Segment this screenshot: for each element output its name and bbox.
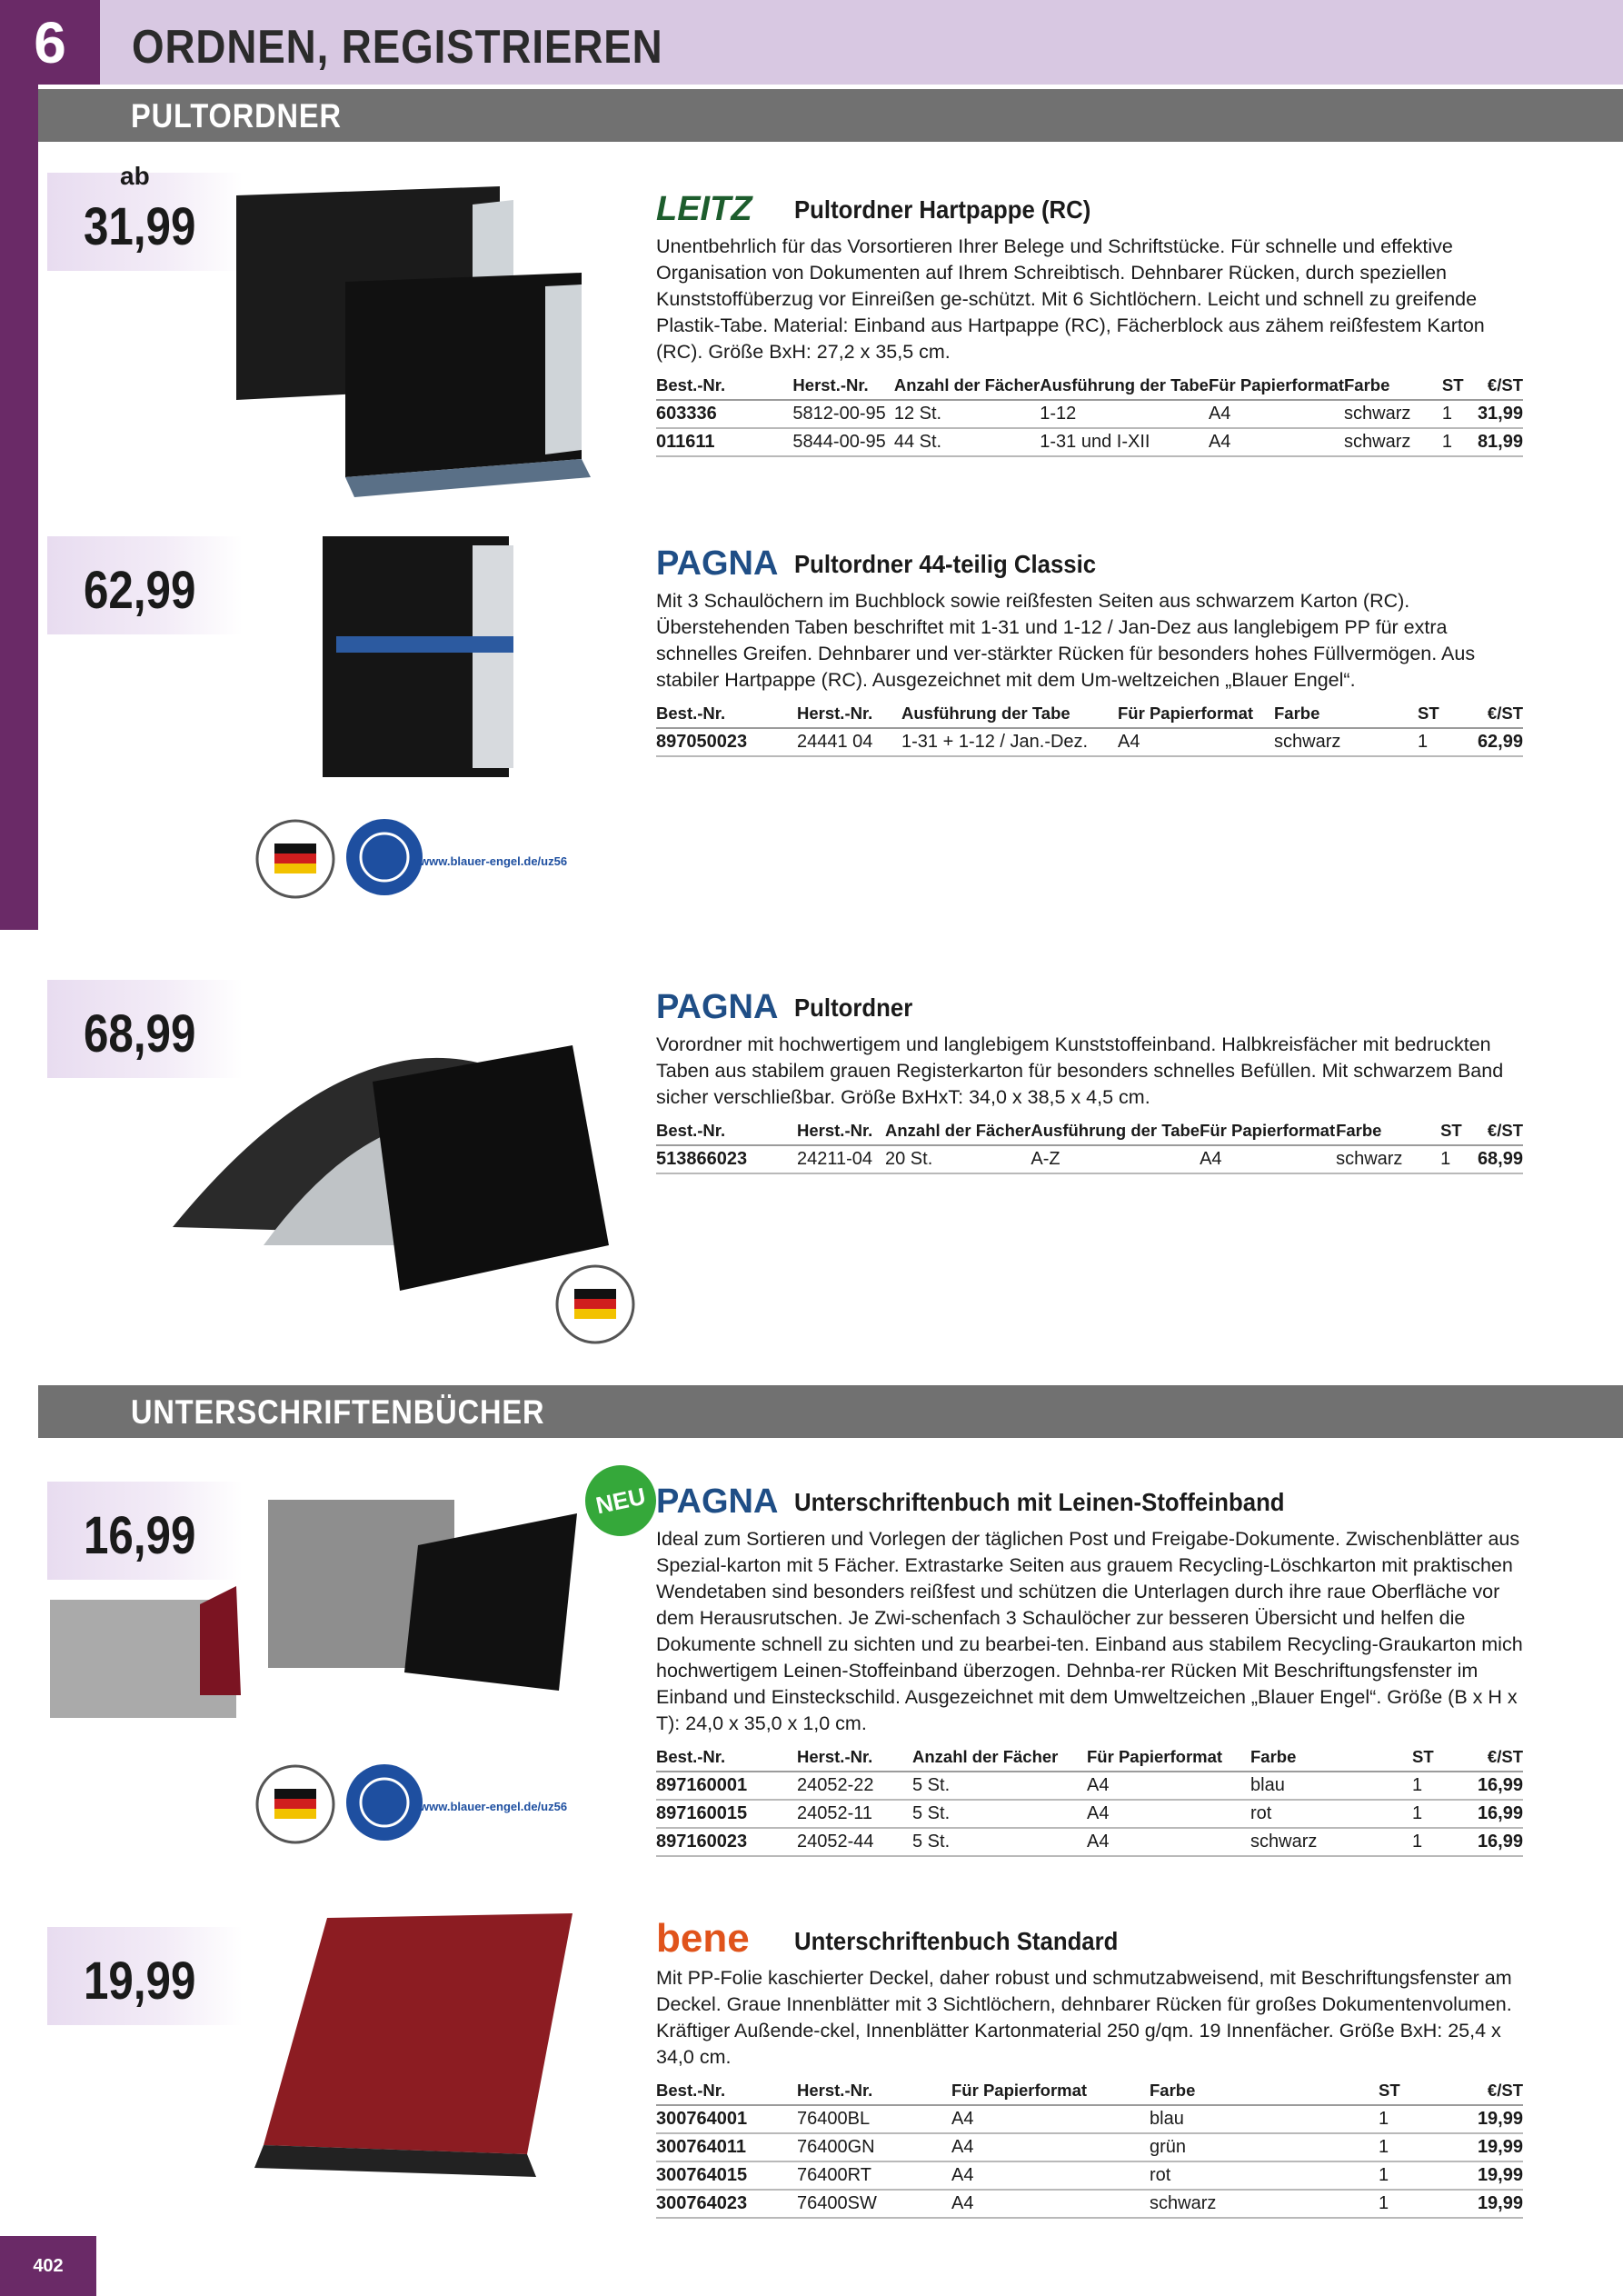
product-title: Unterschriftenbuch Standard bbox=[794, 1927, 1119, 1955]
column-header: Für Papierformat bbox=[1118, 701, 1274, 728]
table-row bbox=[656, 1145, 1523, 1173]
column-header: Für Papierformat bbox=[1200, 1118, 1336, 1145]
product-block bbox=[656, 186, 1523, 457]
cell: 5 St. bbox=[912, 1828, 1087, 1856]
cell: schwarz bbox=[1336, 1145, 1440, 1173]
product-image-pagna-classic bbox=[318, 532, 536, 777]
table-header-row bbox=[656, 701, 1523, 728]
table-row bbox=[656, 728, 1523, 756]
column-header: Ausführung der Tabe bbox=[1040, 373, 1209, 400]
column-header: Ausführung der Tabe bbox=[901, 701, 1118, 728]
cell: schwarz bbox=[1150, 2190, 1379, 2218]
price-value: 19,99 bbox=[84, 1952, 196, 2011]
column-header: €/ST bbox=[1478, 373, 1523, 400]
cell: schwarz bbox=[1344, 400, 1442, 428]
column-header: €/ST bbox=[1458, 1744, 1523, 1772]
price-value: 68,99 bbox=[84, 1004, 196, 1063]
cell: 1 bbox=[1379, 2133, 1433, 2161]
cell-best-nr: 300764011 bbox=[656, 2133, 797, 2161]
cell: 5 St. bbox=[912, 1772, 1087, 1800]
column-header: Herst.-Nr. bbox=[797, 2078, 951, 2105]
brand-logo-pagna: PAGNA bbox=[656, 988, 779, 1026]
column-header: Herst.-Nr. bbox=[797, 701, 901, 728]
column-header: ST bbox=[1412, 1744, 1458, 1772]
column-header: Anzahl der Fächer bbox=[885, 1118, 1031, 1145]
cell-best-nr: 300764015 bbox=[656, 2161, 797, 2190]
column-header: Farbe bbox=[1274, 701, 1418, 728]
column-header: Für Papierformat bbox=[1209, 373, 1344, 400]
column-header: Best.-Nr. bbox=[656, 2078, 797, 2105]
price-value: 62,99 bbox=[84, 561, 196, 620]
cell: A-Z bbox=[1031, 1145, 1200, 1173]
cell: A4 bbox=[1209, 428, 1344, 456]
neu-badge: NEU bbox=[579, 1459, 663, 1543]
cell: schwarz bbox=[1250, 1828, 1412, 1856]
product-block bbox=[656, 984, 1523, 1174]
cell-herst-nr: 5844-00-95 bbox=[792, 428, 893, 456]
cell: rot bbox=[1150, 2161, 1379, 2190]
cell-herst-nr: 24052-11 bbox=[797, 1800, 912, 1828]
cell-price: 68,99 bbox=[1477, 1145, 1523, 1173]
cell: A4 bbox=[1209, 400, 1344, 428]
cell: blau bbox=[1250, 1772, 1412, 1800]
cell-price: 62,99 bbox=[1463, 728, 1523, 756]
product-title: Pultordner Hartpappe (RC) bbox=[794, 195, 1091, 224]
column-header: Anzahl der Fächer bbox=[894, 373, 1040, 400]
table-row bbox=[656, 2161, 1523, 2190]
cell-best-nr: 897050023 bbox=[656, 728, 797, 756]
cell: 1 bbox=[1379, 2105, 1433, 2133]
product-description: Unentbehrlich für das Vorsortieren Ihrer Belege und Schriftstücke. Für schnelle und effektive Organisation von Dokumenten auf Ihrem Schreibtisch. Dehnbarer Rücken, durch speziellen Kunststoffüberzug vor Einreißen ge-schützt. Mit 6 Sichtlöchern. Leicht und schnell zu greifende Plastik-Tabe. Material: Einband aus Hartpappe (RC), Fächerblock aus zähem reißfestem Karton (RC). Größe BxH: 27,2 x 35,5 cm. bbox=[656, 235, 1485, 363]
table-row bbox=[656, 2105, 1523, 2133]
product-description: Mit 3 Schaulöchern im Buchblock sowie reißfesten Seiten aus schwarzem Karton (RC). Überstehenden Taben beschriftet mit 1-31 und 1-12 / Jan-Dez aus langlebigem PP für extra schnelles Greifen. Dehnbarer und ver-stärkter Rücken für besonders hohes Füllvermögen. Aus stabiler Hartpappe (RC). Ausgezeichnet mit dem Um-weltzeichen „Blauer Engel“. bbox=[656, 590, 1476, 691]
column-header: Best.-Nr. bbox=[656, 373, 792, 400]
product-title: Pultordner 44-teilig Classic bbox=[794, 550, 1097, 578]
page-number: 402 bbox=[0, 2236, 96, 2296]
product-image-pagna-unterschriftenbuch bbox=[50, 1500, 577, 1727]
column-header: €/ST bbox=[1463, 701, 1523, 728]
section-bar-pultordner bbox=[38, 89, 1623, 142]
cell: rot bbox=[1250, 1800, 1412, 1828]
product-table bbox=[656, 1744, 1523, 1857]
cell: A4 bbox=[1200, 1145, 1336, 1173]
price-value: 31,99 bbox=[84, 197, 196, 256]
column-header: ST bbox=[1442, 373, 1478, 400]
cell: 1 bbox=[1412, 1772, 1458, 1800]
brand-logo-bene: bene bbox=[656, 1916, 750, 1961]
product-table bbox=[656, 373, 1523, 457]
brand-logo-pagna: PAGNA bbox=[656, 1482, 779, 1521]
cell-price: 16,99 bbox=[1458, 1772, 1523, 1800]
price-value: 16,99 bbox=[84, 1506, 196, 1565]
product-table bbox=[656, 2078, 1523, 2219]
table-header-row bbox=[656, 373, 1523, 400]
column-header: Farbe bbox=[1250, 1744, 1412, 1772]
cell-best-nr: 603336 bbox=[656, 400, 792, 428]
cell: 12 St. bbox=[894, 400, 1040, 428]
cell-price: 81,99 bbox=[1478, 428, 1523, 456]
product-image-leitz-pultordner bbox=[200, 177, 582, 495]
cell-herst-nr: 24441 04 bbox=[797, 728, 901, 756]
cell: A4 bbox=[1087, 1800, 1250, 1828]
cell-herst-nr: 76400GN bbox=[797, 2133, 951, 2161]
cell-herst-nr: 5812-00-95 bbox=[792, 400, 893, 428]
price-badge bbox=[47, 536, 243, 634]
cell-herst-nr: 24052-22 bbox=[797, 1772, 912, 1800]
column-header: Best.-Nr. bbox=[656, 701, 797, 728]
table-row bbox=[656, 400, 1523, 428]
product-title: Pultordner bbox=[794, 993, 913, 1022]
cell-best-nr: 897160015 bbox=[656, 1800, 797, 1828]
cell: 1-31 + 1-12 / Jan.-Dez. bbox=[901, 728, 1118, 756]
column-header: €/ST bbox=[1433, 2078, 1523, 2105]
cell: 1-12 bbox=[1040, 400, 1209, 428]
column-header: Farbe bbox=[1150, 2078, 1379, 2105]
cell: 20 St. bbox=[885, 1145, 1031, 1173]
made-in-germany-seal bbox=[254, 818, 336, 900]
product-description: Vorordner mit hochwertigem und langlebigem Kunststoffeinband. Halbkreisfächer mit bedruckten Taben aus stabilem grauen Registerkarton für besonders schnelles Befüllen. Mit schwarzem Band sicher verschließbar. Größe BxHxT: 34,0 x 38,5 x 4,5 cm. bbox=[656, 1033, 1504, 1108]
column-header: Ausführung der Tabe bbox=[1031, 1118, 1200, 1145]
cell-price: 16,99 bbox=[1458, 1828, 1523, 1856]
table-header-row bbox=[656, 1118, 1523, 1145]
column-header: Farbe bbox=[1336, 1118, 1440, 1145]
cell-best-nr: 300764023 bbox=[656, 2190, 797, 2218]
column-header: Farbe bbox=[1344, 373, 1442, 400]
column-header: Herst.-Nr. bbox=[792, 373, 893, 400]
product-description: Ideal zum Sortieren und Vorlegen der täglichen Post und Freigabe-Dokumente. Zwischenblätter aus Spezial-karton mit 5 Fächer. Extrastarke Seiten aus grauem Recycling-Löschkarton mit praktischen Wendetaben sind besonders reißfest und schützen die Unterlagen durch ihre raue Oberfläche vor dem Herausrutschen. Je Zwi-schenfach 3 Schaulöcher zur besseren Übersicht und helfen die Dokumente schnell zu sichten und zu bearbei-ten. Einband aus stabilem Recycling-Graukarton mich hochwertigem Leinen-Stoffeinband überzogen. Dehnba-rer Rücken Mit Beschriftungsfenster im Einband und Einsteckschild. Ausgezeichnet mit dem Umweltzeichen „Blauer Engel“. Größe (B x H x T): 24,0 x 35,0 x 1,0 cm. bbox=[656, 1528, 1523, 1734]
chapter-number: 6 bbox=[0, 0, 100, 85]
column-header: Für Papierformat bbox=[951, 2078, 1150, 2105]
cell: 5 St. bbox=[912, 1800, 1087, 1828]
column-header: Herst.-Nr. bbox=[797, 1744, 912, 1772]
column-header: Anzahl der Fächer bbox=[912, 1744, 1087, 1772]
made-in-germany-seal bbox=[254, 1763, 336, 1845]
product-block bbox=[656, 541, 1523, 757]
cell-best-nr: 897160001 bbox=[656, 1772, 797, 1800]
column-header: ST bbox=[1418, 701, 1463, 728]
table-header-row bbox=[656, 2078, 1523, 2105]
table-header-row bbox=[656, 1744, 1523, 1772]
cell: 1 bbox=[1442, 428, 1478, 456]
table-row bbox=[656, 2190, 1523, 2218]
column-header: Best.-Nr. bbox=[656, 1118, 797, 1145]
table-row bbox=[656, 1800, 1523, 1828]
column-header: ST bbox=[1440, 1118, 1477, 1145]
cell-price: 19,99 bbox=[1433, 2190, 1523, 2218]
brand-logo-pagna: PAGNA bbox=[656, 544, 779, 583]
section-bar-unterschriftenbuecher bbox=[38, 1385, 1623, 1438]
cell: 1-31 und I-XII bbox=[1040, 428, 1209, 456]
cell: grün bbox=[1150, 2133, 1379, 2161]
cell-herst-nr: 76400RT bbox=[797, 2161, 951, 2190]
cell: A4 bbox=[1087, 1772, 1250, 1800]
cell: A4 bbox=[1087, 1828, 1250, 1856]
product-table bbox=[656, 701, 1523, 757]
cell: 44 St. bbox=[894, 428, 1040, 456]
blauer-engel-seal bbox=[344, 816, 425, 898]
chapter-sidebar bbox=[0, 85, 38, 930]
blauer-engel-seal bbox=[344, 1762, 425, 1843]
cell: 1 bbox=[1379, 2161, 1433, 2190]
cell-price: 16,99 bbox=[1458, 1800, 1523, 1828]
cell: A4 bbox=[951, 2161, 1150, 2190]
table-row bbox=[656, 1828, 1523, 1856]
chapter-title: ORDNEN, REGISTRIEREN bbox=[132, 21, 663, 74]
cell-herst-nr: 24211-04 bbox=[797, 1145, 885, 1173]
product-block bbox=[656, 1918, 1523, 2219]
cell-price: 19,99 bbox=[1433, 2161, 1523, 2190]
blauer-engel-url: www.blauer-engel.de/uz56 bbox=[420, 854, 568, 868]
cell: A4 bbox=[951, 2190, 1150, 2218]
column-header: €/ST bbox=[1477, 1118, 1523, 1145]
product-table bbox=[656, 1118, 1523, 1174]
price-badge bbox=[47, 1927, 243, 2025]
product-block bbox=[656, 1479, 1523, 1857]
made-in-germany-seal bbox=[554, 1263, 636, 1345]
cell-herst-nr: 76400SW bbox=[797, 2190, 951, 2218]
column-header: Für Papierformat bbox=[1087, 1744, 1250, 1772]
column-header: ST bbox=[1379, 2078, 1433, 2105]
cell: 1 bbox=[1412, 1800, 1458, 1828]
cell-price: 19,99 bbox=[1433, 2133, 1523, 2161]
table-row bbox=[656, 428, 1523, 456]
cell-best-nr: 011611 bbox=[656, 428, 792, 456]
cell: 1 bbox=[1412, 1828, 1458, 1856]
cell: A4 bbox=[951, 2105, 1150, 2133]
cell-best-nr: 300764001 bbox=[656, 2105, 797, 2133]
table-row bbox=[656, 2133, 1523, 2161]
brand-logo-leitz: LEITZ bbox=[656, 190, 752, 228]
cell: A4 bbox=[1118, 728, 1274, 756]
cell-best-nr: 897160023 bbox=[656, 1828, 797, 1856]
cell-price: 19,99 bbox=[1433, 2105, 1523, 2133]
cell: blau bbox=[1150, 2105, 1379, 2133]
table-row bbox=[656, 1772, 1523, 1800]
column-header: Best.-Nr. bbox=[656, 1744, 797, 1772]
column-header: Herst.-Nr. bbox=[797, 1118, 885, 1145]
blauer-engel-url: www.blauer-engel.de/uz56 bbox=[420, 1800, 568, 1813]
section-title: UNTERSCHRIFTENBÜCHER bbox=[131, 1393, 545, 1431]
section-title: PULTORDNER bbox=[131, 97, 342, 135]
cell: 1 bbox=[1379, 2190, 1433, 2218]
product-description: Mit PP-Folie kaschierter Deckel, daher robust und schmutzabweisend, mit Beschriftungsfenster am Deckel. Graue Innenblätter mit 3 Sichtlöchern, dehnbarer Rücken für großes Dokumentenvolumen. Kräftiger Außende-ckel, Innenblätter Kartonmaterial 250 g/qm. 19 Innenfächer. Größe BxH: 25,4 x 34,0 cm. bbox=[656, 1967, 1512, 2068]
cell-best-nr: 513866023 bbox=[656, 1145, 797, 1173]
cell: 1 bbox=[1442, 400, 1478, 428]
cell-herst-nr: 24052-44 bbox=[797, 1828, 912, 1856]
cell-price: 31,99 bbox=[1478, 400, 1523, 428]
price-prefix: ab bbox=[120, 162, 150, 190]
cell: A4 bbox=[951, 2133, 1150, 2161]
cell: 1 bbox=[1418, 728, 1463, 756]
cell-herst-nr: 76400BL bbox=[797, 2105, 951, 2133]
product-title: Unterschriftenbuch mit Leinen-Stoffeinband bbox=[794, 1488, 1285, 1516]
product-image-bene-unterschriftenbuch bbox=[254, 1909, 582, 2181]
cell: schwarz bbox=[1344, 428, 1442, 456]
cell: schwarz bbox=[1274, 728, 1418, 756]
cell: 1 bbox=[1440, 1145, 1477, 1173]
